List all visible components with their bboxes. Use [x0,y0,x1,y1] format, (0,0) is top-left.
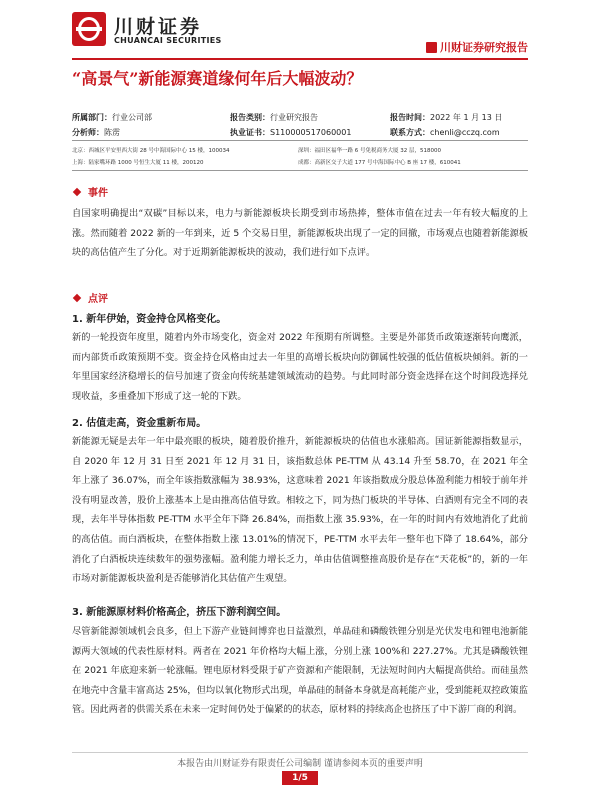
company-logo-icon [72,12,106,46]
diamond-bullet-icon [73,187,81,195]
office-addresses [72,140,528,171]
page-header [0,0,600,62]
report-tag [426,39,528,55]
address-shanghai: 上海：陆家嘴环路 1000 号恒生大厦 11 楼，200120 [72,160,204,166]
page-number: 1/5 [282,771,318,785]
time-value: 2022 年 1 月 13 日 [430,113,503,122]
report-tag-icon [426,42,437,53]
cert-label: 执业证书： [230,128,270,137]
contact-value: chenli@cczq.com [430,128,500,137]
footer-disclaimer: 本报告由川财证券有限责任公司编制 谨请参阅本页的重要声明 [177,759,423,769]
report-info [72,110,528,140]
heading-3: 3. 新能源原材料价格高企，挤压下游利润空间。 [72,607,287,618]
paragraph-3: 尽管新能源领域机会良多，但上下游产业链间博弈也日益激烈，单晶硅和磷酸铁锂分别是光伏发电和锂电池新能源两大领域的代表性原材料。两者在 2021 年价格均大幅上涨，分别上涨 100%和 227.27%。尤其是磷酸铁锂在 2021 年底迎来新一轮涨幅。锂电原材料受限于矿产资源和产能限制，无法短时间内大幅提高供给。而硅虽然在地壳中含量丰富高达 25%，但均以氧化物形式出现，单晶硅的制备本身就是高耗能产业，受到能耗双控政策监管。因此两者的供需关系在未来一定时间仍处于偏紧的的状态，原材料的持续高企也挤压了中下游厂商的利润。 [72,626,528,716]
section-event-title: 事件 [88,188,108,199]
contact-label: 联系方式： [390,128,430,137]
section-comment-title: 点评 [88,294,108,305]
type-label: 报告类别： [230,113,270,122]
report-title: “高景气”新能源赛道缘何年后大幅波动？ [72,69,363,88]
cert-value: S1100005170600​01 [270,128,352,137]
dept-value: 行业公司部 [112,113,152,122]
paragraph-1: 新的一轮投资年度里，随着内外市场变化，资金对 2022 年预期有所调整。主要是外部货币政策逐渐转向鹰派，而内部货币政策预期不变。资金持仓风格由过去一年里的高增长板块向防御属性较强的低估值板块倾斜。新的一年里国家经济稳增长的信号加速了资金向传统基建领域流动的趋势。与此同时部分资金选择在这个时间段选择兑现收益，多重叠加下形成了这一轮的下跌。 [72,332,528,402]
address-chengdu: 成都：高新区交子大道 177 号中海国际中心 B 座 17 楼，610041 [298,160,461,166]
diamond-bullet-icon [73,293,81,301]
section-event [72,184,108,199]
report-tag-text: 川财证券研究报告 [440,41,528,54]
dept-label: 所属部门： [72,113,112,122]
heading-2: 2. 估值走高，资金重新布局。 [72,418,207,429]
analyst-value: 陈雳 [104,128,120,137]
footer-divider [72,752,528,753]
event-paragraph: 自国家明确提出“双碳”目标以来，电力与新能源板块长期受到市场热捧，整体市值在过去一年有较大幅度的上涨。然而随着 2022 新的一年到来，近 5 个交易日里，新能源板块出现了一定的回撤，市场观点也随着新能源板块的高估值产生了分化。对于近期新能源板块的波动，我们进行如下点评。 [72,208,528,259]
analyst-label: 分析师： [72,128,104,137]
address-shenzhen: 深圳：福田区福华一路 6 号免税商务大厦 32 层，518000 [298,148,441,154]
time-label: 报告时间： [390,113,430,122]
company-name-en: CHUANCAI SECURITIES [114,36,222,45]
address-beijing: 北京：西城区平安里西大街 28 号中海国际中心 15 楼，100034 [72,148,230,154]
company-name: 川财证券 [114,16,203,38]
heading-1: 1. 新年伊始，资金持仓风格变化。 [72,314,227,325]
paragraph-2: 新能源无疑是去年一年中最亮眼的板块，随着股价推升，新能源板块的估值也水涨船高。国证新能源指数显示，自 2020 年 12 月 31 日至 2021 年 12 月 31 日，该指数总体 PE-TTM 从 43.14 升至 58.70，在 2021 年全年上涨了 36.07%，而全年该指数涨幅为 38.93%，这意味着 2021 年该指数成分股总体盈利能力相较于前年并没有明显改善，股价上涨基本上是由推高估值导致。相较之下，同为热门板块的半导体、白酒则有完全不同的表现，去年半导体指数 PE-TTM 水平全年下降 26.84%，而指数上涨 35.93%，在一年的时间内有效地消化了此前的高估值。而白酒板块，在整体指数上涨 13.01%的情况下，PE-TTM 水平去年一整年也下降了 18.64%，部分消化了白酒板块连续数年的强势涨幅。盈利能力增长乏力，单由估值调整推高股价是存在“天花板”的，新的一年市场对新能源板块盈利是否能够消化其估值产生观望。 [72,436,528,585]
section-comment [72,290,108,305]
type-value: 行业研究报告 [270,113,318,122]
header-divider [72,58,528,60]
